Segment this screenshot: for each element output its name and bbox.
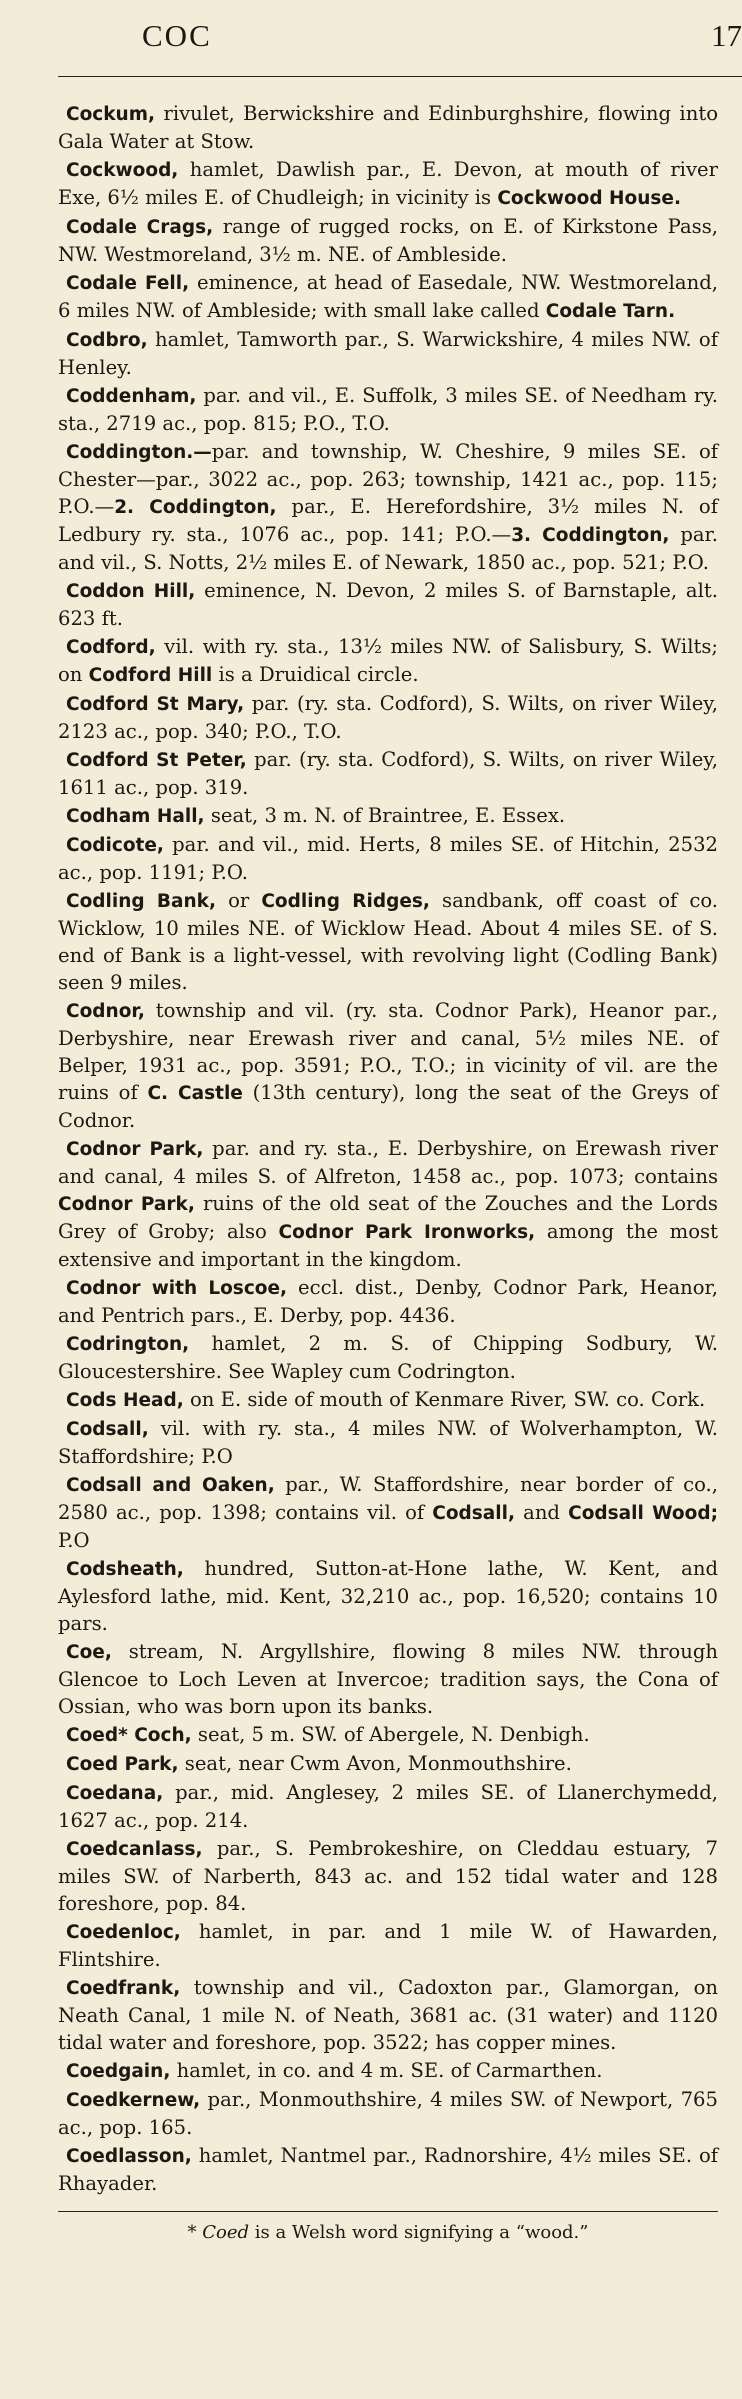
entry-text: par., mid. Anglesey, 2 miles SE. of Llanerchymedd, 1627 ac., pop. 214. — [58, 1781, 718, 1832]
entry-text: hamlet, 2 m. S. of Chipping Sodbury, W. Gloucestershire. See Wapley cum Codrington. — [58, 1332, 718, 1383]
entry-text: vil. with ry. sta., 13½ miles NW. of Salisbury, S. Wilts; on — [58, 635, 718, 686]
entry-text: (13th century), long the seat of the Greys of Codnor. — [58, 1081, 719, 1132]
entry-headword: Codford, — [66, 637, 156, 658]
entry-headword: Codsall and Oaken, — [66, 1475, 275, 1496]
entry-text: hamlet, in co. and 4 m. SE. of Carmarthen. — [170, 2059, 603, 2082]
gazetteer-entry — [58, 1135, 718, 1273]
entry-text: rivulet, Berwickshire and Edinburghshire, flowing into Gala Water at Stow. — [58, 102, 718, 153]
gazetteer-entry — [58, 156, 718, 212]
gazetteer-entry — [58, 1835, 718, 1917]
page-header — [58, 0, 742, 76]
gazetteer-entry — [58, 1721, 718, 1749]
entry-text: par. and township, W. Cheshire, 9 miles SE. of Chester—par., 3022 ac., pop. 263; township, 1421 ac., pop. 115; P.O.— — [58, 440, 718, 518]
entry-headword: Codnor, — [66, 1001, 145, 1022]
entry-headword: Codnor Park, — [66, 1139, 204, 1160]
entry-headword: Codale Fell, — [66, 273, 190, 294]
entry-headword: Coedcanlass, — [66, 1839, 203, 1860]
page-number: 17 — [711, 18, 742, 53]
entry-text: seat, near Cwm Avon, Monmouthshire. — [178, 1752, 572, 1775]
footnote-marker: * — [187, 2222, 197, 2243]
entry-headword: Coddenham, — [66, 386, 197, 407]
entry-text: hamlet, Dawlish par., E. Devon, at mouth of river Exe, 6½ miles E. of Chudleigh; in vicinity is — [58, 158, 718, 209]
gazetteer-entry — [58, 2142, 718, 2197]
gazetteer-entry — [58, 2086, 718, 2141]
entry-text: ruins of the old seat of the Zouches and the Lords Grey of Groby; also — [58, 1192, 718, 1243]
entry-headword: Codsall, — [432, 1503, 515, 1524]
entry-text: par., Monmouthshire, 4 miles SW. of Newport, 765 ac., pop. 165. — [58, 2088, 718, 2139]
running-head-title: COC — [142, 18, 212, 53]
entry-headword: Codling Ridges, — [261, 891, 430, 912]
entry-headword: Cods Head, — [66, 1390, 184, 1411]
entry-headword: 2. Coddington, — [114, 497, 277, 518]
entry-headword: Codsheath, — [66, 1559, 184, 1580]
entry-headword: Codsall Wood; — [568, 1503, 718, 1524]
gazetteer-entry — [58, 1750, 718, 1778]
entry-headword: Coe, — [66, 1642, 112, 1663]
entry-headword: Codbro, — [66, 330, 148, 351]
gazetteer-entry — [58, 1555, 718, 1637]
entry-headword: Coedkernew, — [66, 2090, 201, 2111]
entry-headword: Codford St Peter, — [66, 750, 247, 771]
entry-text: eminence, N. Devon, 2 miles S. of Barnstaple, alt. 623 ft. — [58, 579, 718, 630]
gazetteer-entry — [58, 1974, 718, 2056]
entry-text: eccl. dist., Denby, Codnor Park, Heanor, and Pentrich pars., E. Derby, pop. 4436. — [58, 1276, 718, 1327]
entry-text: par. and vil., mid. Herts, 8 miles SE. of Hitchin, 2532 ac., pop. 1191; P.O. — [58, 833, 718, 884]
entry-text: sandbank, off coast of co. Wicklow, 10 miles NE. of Wicklow Head. About 4 miles SE. of S. end of Bank is a light-vessel, with revolving light (Codling Bank) seen 9 miles. — [58, 889, 718, 994]
entry-headword: Codnor with Loscoe, — [66, 1278, 288, 1299]
entry-text: township and vil. (ry. sta. Codnor Park), Heanor par., Derbyshire, near Erewash river and canal, 5½ miles NE. of Belper, 1931 ac., pop. 3591; P.O., T.O.; in vicinity of vil. are the ruins of — [58, 999, 718, 1104]
entry-headword: Codale Crags, — [66, 217, 214, 238]
footnote-term: Coed — [202, 2222, 250, 2243]
entry-headword: Codsall, — [66, 1419, 149, 1440]
entry-headword: C. Castle — [147, 1083, 243, 1104]
entry-text: hamlet, in par. and 1 mile W. of Hawarden, Flintshire. — [58, 1920, 718, 1971]
entry-text: seat, 3 m. N. of Braintree, E. Essex. — [204, 804, 566, 827]
gazetteer-entry — [58, 690, 718, 745]
gazetteer-entry — [58, 1274, 718, 1329]
gazetteer-entry — [58, 577, 718, 632]
entry-headword: Cockum, — [66, 104, 156, 125]
gazetteer-entry — [58, 831, 718, 886]
entry-headword: Coedfrank, — [66, 1978, 181, 1999]
footnote-text: is a Welsh word signifying a “wood.” — [249, 2222, 589, 2243]
entry-headword: Codnor Park, — [58, 1194, 195, 1215]
gazetteer-entry — [58, 1330, 718, 1385]
entry-text: range of rugged rocks, on E. of Kirkstone Pass, NW. Westmoreland, 3½ m. NE. of Ambleside. — [58, 215, 718, 266]
entry-text: is a Druidical circle. — [212, 663, 419, 686]
footnote — [58, 2222, 718, 2243]
entry-headword: Coed Park, — [66, 1754, 179, 1775]
entry-headword: Codham Hall, — [66, 806, 205, 827]
entry-headword: Coddon Hill, — [66, 581, 196, 602]
entry-headword: Cockwood, — [66, 160, 179, 181]
entry-text: par. and vil., S. Notts, 2½ miles E. of Newark, 1850 ac., pop. 521; P.O. — [58, 523, 718, 574]
entry-text: par. (ry. sta. Codford), S. Wilts, on river Wiley, 1611 ac., pop. 319. — [58, 748, 718, 799]
entry-text: or — [216, 889, 262, 912]
entry-headword: 3. Coddington, — [511, 525, 670, 546]
entry-headword: Coedlasson, — [66, 2146, 192, 2167]
entry-text: par. (ry. sta. Codford), S. Wilts, on river Wiley, 2123 ac., pop. 340; P.O., T.O. — [58, 692, 718, 743]
entry-text: vil. with ry. sta., 4 miles NW. of Wolverhampton, W. Staffordshire; P.O — [58, 1417, 718, 1468]
gazetteer-entry — [58, 802, 718, 830]
entry-text: par. and vil., E. Suffolk, 3 miles SE. of Needham ry. sta., 2719 ac., pop. 815; P.O., T.O. — [58, 384, 718, 435]
gazetteer-entry — [58, 1779, 718, 1834]
gazetteer-entry — [58, 1386, 718, 1414]
entry-text: hamlet, Tamworth par., S. Warwickshire, 4 miles NW. of Henley. — [58, 328, 718, 379]
entry-text: P.O — [58, 1529, 90, 1552]
gazetteer-entry — [58, 633, 718, 689]
entry-text: seat, 5 m. SW. of Abergele, N. Denbigh. — [191, 1723, 590, 1746]
entry-headword: Coedenloc, — [66, 1922, 181, 1943]
gazetteer-entry — [58, 100, 718, 155]
entry-headword: Coedgain, — [66, 2061, 171, 2082]
entry-headword: Coedana, — [66, 1783, 164, 1804]
entry-headword: Cockwood House. — [497, 188, 682, 209]
gazetteer-entry — [58, 1415, 718, 1470]
header-rule — [58, 76, 742, 77]
entry-text: eminence, at head of Easedale, NW. Westmoreland, 6 miles NW. of Ambleside; with small lake called — [58, 271, 718, 322]
gazetteer-entry — [58, 382, 718, 437]
entry-headword: Coddington.— — [66, 442, 212, 463]
entry-text: township and vil., Cadoxton par., Glamorgan, on Neath Canal, 1 mile N. of Neath, 3681 ac. (31 water) and 1120 tidal water and foreshore, pop. 3522; has copper mines. — [58, 1976, 718, 2054]
gazetteer-entry — [58, 997, 718, 1134]
entry-text: par., S. Pembrokeshire, on Cleddau estuary, 7 miles SW. of Narberth, 843 ac. and 152 tidal water and 128 foreshore, pop. 84. — [58, 1837, 718, 1915]
entry-headword: Codling Bank, — [66, 891, 217, 912]
gazetteer-entry — [58, 1471, 718, 1554]
entry-text: among the most extensive and important in the kingdom. — [58, 1220, 718, 1271]
entry-text: hundred, Sutton-at-Hone lathe, W. Kent, and Aylesford lathe, mid. Kent, 32,210 ac., pop. 16,520; contains 10 pars. — [58, 1557, 718, 1635]
entry-text: par., W. Staffordshire, near border of co., 2580 ac., pop. 1398; contains vil. of — [58, 1473, 718, 1524]
entry-headword: Coed* Coch, — [66, 1725, 192, 1746]
entry-headword: Codnor Park Ironworks, — [278, 1222, 536, 1243]
gazetteer-entry — [58, 887, 718, 996]
entry-text: hamlet, Nantmel par., Radnorshire, 4½ miles SE. of Rhayader. — [58, 2144, 718, 2195]
entry-text: par. and ry. sta., E. Derbyshire, on Erewash river and canal, 4 miles S. of Alfreton, 1458 ac., pop. 1073; contains — [58, 1137, 718, 1188]
entry-headword: Codicote, — [66, 835, 164, 856]
gazetteer-entry — [58, 213, 718, 268]
entry-headword: Codford St Mary, — [66, 694, 245, 715]
entry-text: par., E. Herefordshire, 3½ miles N. of Ledbury ry. sta., 1076 ac., pop. 141; P.O.— — [58, 495, 718, 546]
gazetteer-entry — [58, 326, 718, 381]
gazetteer-entry — [58, 2057, 718, 2085]
gazetteer-entry — [58, 438, 718, 576]
footnote-rule — [58, 2211, 718, 2212]
entry-headword: Codford Hill — [88, 665, 213, 686]
gazetteer-entry — [58, 1918, 718, 1973]
gazetteer-entry — [58, 746, 718, 801]
entry-headword: Codale Tarn. — [545, 301, 676, 322]
gazetteer-entry — [58, 1638, 718, 1720]
entry-list — [58, 76, 718, 2197]
entry-headword: Codrington, — [66, 1334, 190, 1355]
entry-text: on E. side of mouth of Kenmare River, SW. co. Cork. — [183, 1388, 706, 1411]
entry-text: stream, N. Argyllshire, flowing 8 miles NW. through Glencoe to Loch Leven at Invercoe; tradition says, the Cona of Ossian, who was born upon its banks. — [58, 1640, 718, 1718]
gazetteer-entry — [58, 269, 718, 325]
entry-text: and — [515, 1501, 569, 1524]
